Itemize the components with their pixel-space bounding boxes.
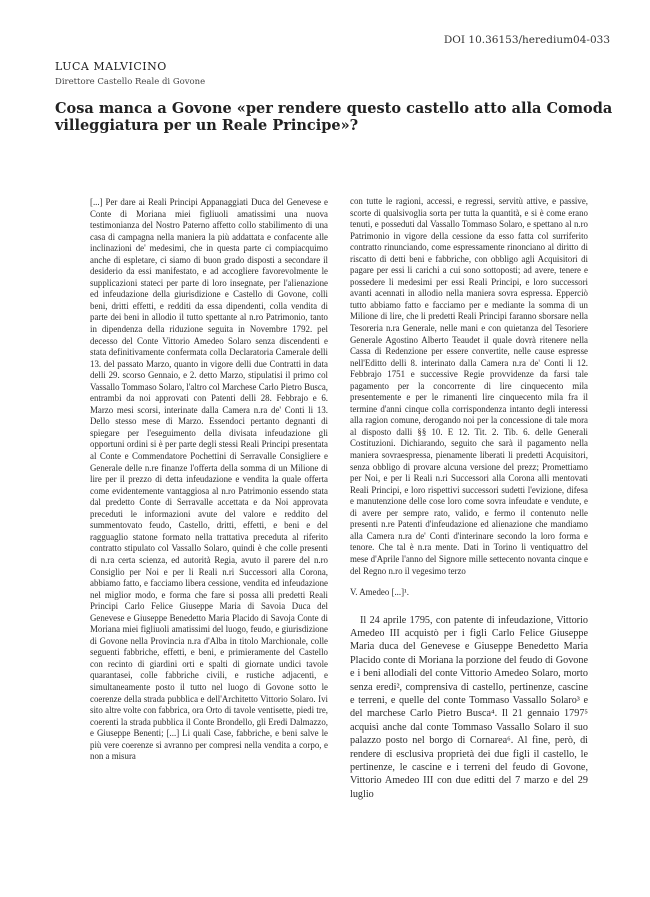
body-paragraph: Il 24 aprile 1795, con patente di infeudazione, Vittorio Amedeo III acquistò per i figli Carlo Felice Giuseppe Maria duca del Genevese e Giuseppe Benedetto Maria Placido conte di Moriana la porzione del feudo di Govone e i beni allodiali del conte Vittorio Amedeo Solaro, morto senza eredi², comprensiva di castello, pertinenze, cascine e terreni, e quelle del conte Tommaso Vassallo Solaro³ e del marchese Carlo Pietro Busca⁴. Il 21 gennaio 1797⁵ acquisì anche dal conte Tommaso Vassallo Solaro il suo palazzo posto nel borgo di Cornarea⁶. Al fine, però, di rendere di esclusiva proprietà dei due figli il castello, le pertinenze, le cascine e i terreni del feudo di Govone, Vittorio Amedeo III con due editti del 7 marzo e del 29 luglio (350, 614, 588, 800)
quote-text-left: [...] Per dare ai Reali Principi Appanaggiati Duca del Genevese e Conte di Moriana miei figliuoli amatissimi una nuova testimonianza del Nostro Paterno affetto collo stabilimento di una casa di campagna nella maniera la più addattata e confacente alle inclinazioni de' medesimi, che in questa parte ci compiacquimo anche di espletare, ci siamo di buon grado disposti a secondare il desiderio da essi manifestato, e ad accogliere favorevolmente le supplicazioni stateci per parte di loro insegnate, per l'alienazione ed infeudazione della giurisdizione e Castello di Govone, colli beni, dritti effetti, e redditi da essa dipendenti, colla vendita di parte dei beni in allodio il tutto spettante al n.ro Patrimonio, tanto in dipendenza della riduzione seguita in Novembre 1792. pel decesso del Conte Vittorio Amedeo Solaro senza discendenti e stata definitivamente confermata colla Declaratoria Camerale delli 13. del passato Marzo, quanto in vigore delli due Contratti in data delli 29. scorso Gennaio, e 2. detto Marzo, stipulatisi il primo col Vassallo Tommaso Solaro, l'altro col Marchese Carlo Pietro Busca, entrambi da noi approvati con Patenti delli 28. Febbrajo e 6. Marzo mesi scorsi, interinate dalla Camera n.ra de' Conti li 13. Dello stesso mese di Marzo. Essendoci pertanto degnanti di spiegare per l'eseguimento della divisata infeudazione gli opportuni ordini si è per parte degli stessi Reali Principi presentata al Conte e Commendatore Pochettini di Serravalle Consigliere e Generale delle n.re finanze l'offerta della somma di un Milione di lire per il prezzo di detta infeudazione e vendita la quale offerta come evidentemente vantaggiosa al n.ro Patrimonio essendo stata dal predetto Conte di Serravalle accettata e da Noi approvata preceduti le informazioni avute del valore e reddito del summentovato feudo, Castello, dritti, effetti, e beni e del ragguaglio statone formato nella trattativa preceduta al riferito contratto stipulato col Vassallo Solaro, quindi è che colle presenti di n.ra certa scienza, ed autorità Regia, avuto il parere del n.ro Consiglio per Noi e per li Reali n.ri Successori alla Corona, abbiamo fatto, e facciamo libera cessione, vendita ed infeudazione nel miglior modo, e forma che fare si possa alli predetti Reali Principi Carlo Felice Giuseppe Maria di Savoia Duca del Genevese e Giuseppe Benedetto Maria Placido di Savoja Conte di Moriana miei figliuoli amatissimi del luogo, feudo, e giurisdizione di Govone nella Provincia n.ra d'Alba in titolo Marchionale, colle seguenti fabbriche, effetti, e beni, e primieramente del Castello con recinto di giardini orti e spalti di giornate undici tavole quarantasei, colle fabbriche civili, e rustiche adjacenti, e simultaneamente posto il tutto nel luogo di Govone sotto le coerenze della strada pubblica e dell'Architetto Vittorio Solaro. Ivi sito altre volte con fabbrica, ora Orto di tavole ventisette, piedi tre, coerenti la strada pubblica il Conte Brondello, gli Eredi Dalmazzo, e Giuseppe Benenti; [...] Li quali Case, fabbriche, e beni salve le più vere coerenze si avranno per compresi nella vendita a corpo, e non a misura (90, 197, 328, 762)
article-title: Cosa manca a Govone «per rendere questo castello atto alla Comoda villeggiatura per un Reale Principe»? (55, 100, 613, 134)
quote-signature: V. Amedeo [...]¹. (350, 587, 409, 598)
author-affiliation: Direttore Castello Reale di Govone (55, 77, 206, 87)
quote-column-right (350, 196, 588, 801)
quote-text-right: con tutte le ragioni, accessi, e regressi, servitù attive, e passive, scorte di qualsivoglia sorta per tutta la quantità, e si è come erano tenuti, e posseduti dal Vassallo Tommaso Solaro, e spettano al n.ro Patrimonio in vigore della cessione da esso fatta col surriferito contratto rinunciando, come espressamente rinonciano al diritto di riscatto di detti beni e fabbriche, con obbligo agli Acquisitori di pagare per essi li carichi a cui sono sottoposti; ad avere, tenere e possedere li medesimi per essi Reali Principi, e loro successori avanti acennati in allodio nella maniera sovra espressa. Epperciò tutto abbiamo fatto e facciamo per e mediante la somma di un Milione di lire, che li predetti Reali Principi faranno sborsare nella Tesoreria n.ra Generale, nelle mani e con quietanza del Tesoriere Generale Agostino Alberto Teaudet il quale dovrà ritenere nella Cassa di Redenzione per essere convertite, nelle cause espresse nell'Editto delli 8. interinato dalla Camera n.ra de' Conti li 12. Febbrajo 1751 e successive Regie provvidenze da farsi tale pagamento per la concorrente di lire cinquecento mila presentemente e per le rimanenti lire cinquecento mila fra il termine d'anni cinque colla corrispondenza intanto degli interessi alla ragion comune, derogando noi per la concessione di tale mora al disposto dalli §§ 10. E 12. Tit. 2. Tib. 6. delle Generali Costituzioni. Dichiarando, seguito che sarà il pagamento nella maniera sovraespressa, pienamente liberati li predetti Acquisitori, senza obbligo di provare alcuna versione del prezz; Promettiamo per Noi, e per li Reali n.ri Successori alla Corona alli mentovati Reali Principi, e loro rispettivi successori sudetti l'evizione, difesa e manutenzione delle cose loro come sovra infeudate e vendute, e di avere per sempre rato, valido, e fermo il contenuto nelle presenti n.re Patenti d'infeudazione ed alienazione che mandiamo alla Camera n.ra de' Conti d'interinare secondo la loro forma e tenore. Che tal è n.ra mente. Dati in Torino li ventiquattro del mese d'Aprile l'anno del Signore mille settecento novanta cinque e del Regno n.ro il vegesimo terzo (350, 196, 588, 576)
quote-column-left (90, 197, 328, 763)
doi: DOI 10.36153/heredium04-033 (443, 34, 610, 46)
author-name: LUCA MALVICINO (55, 60, 167, 73)
